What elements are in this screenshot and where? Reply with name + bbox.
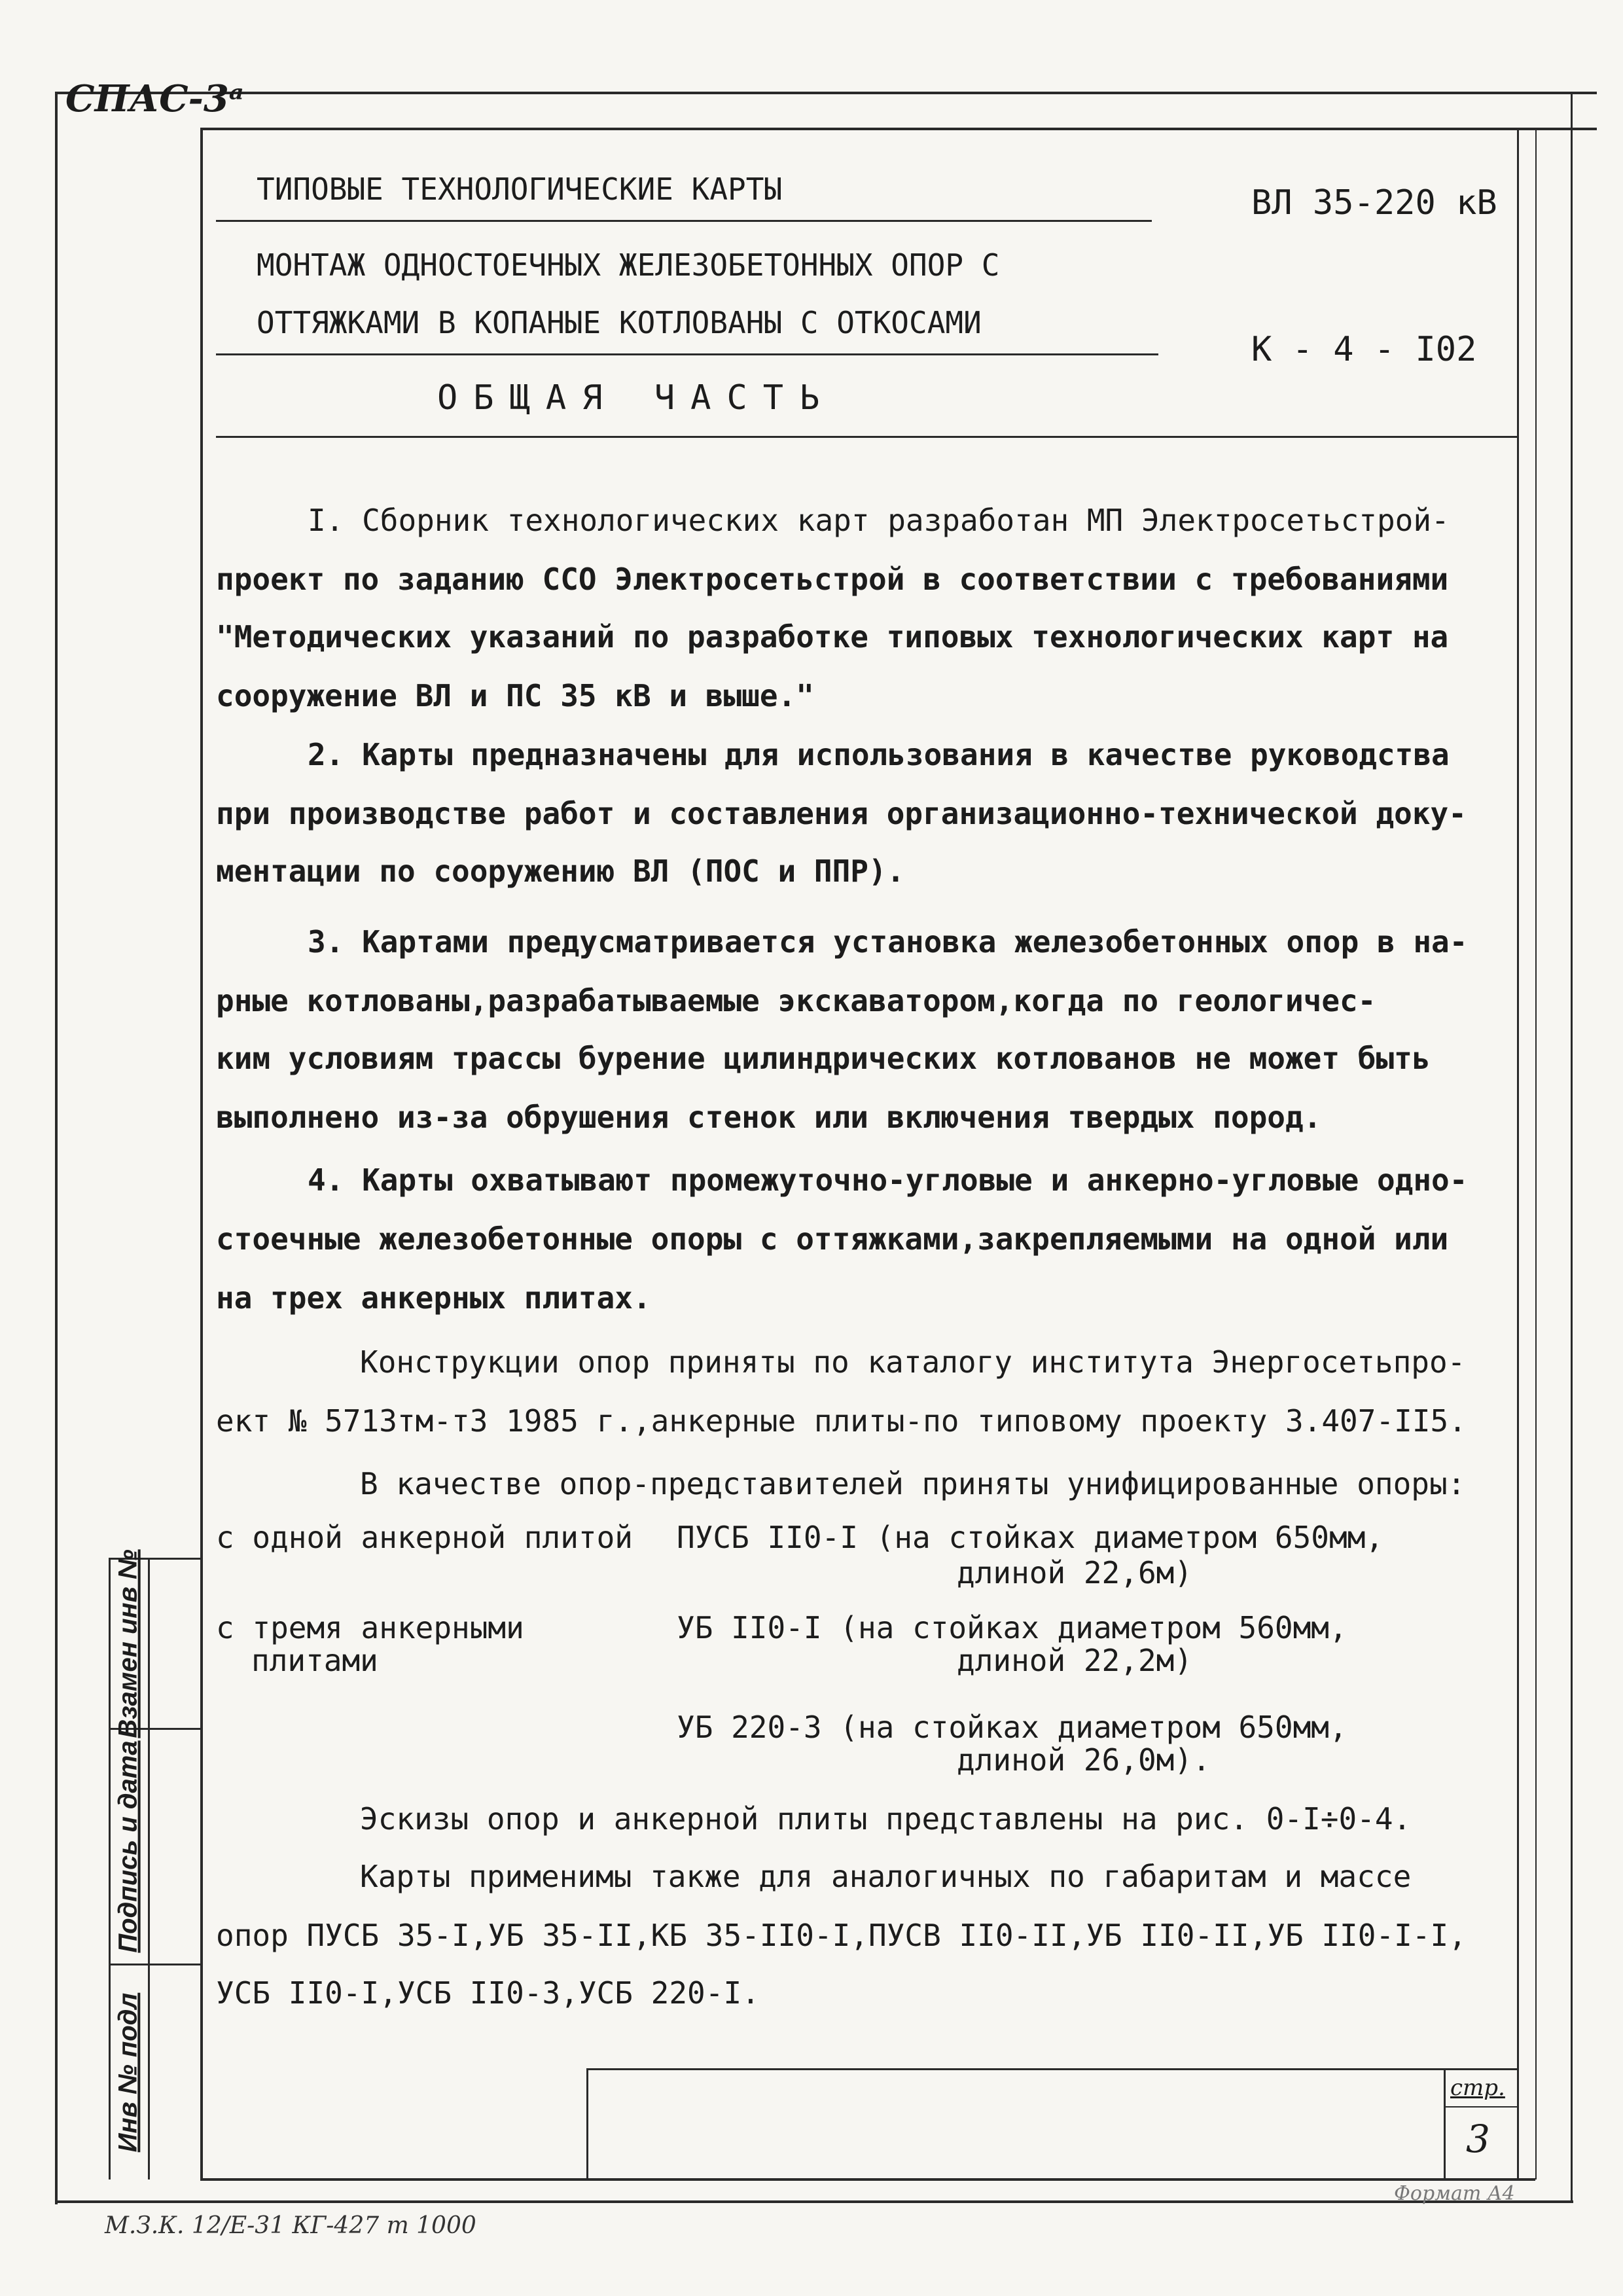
p8-line-3: УСБ II0-I,УСБ II0-3,УСБ 220-I. — [216, 1975, 760, 2011]
stamp-replaced-inv — [109, 1549, 148, 1738]
inner-frame-right-outer — [1535, 128, 1537, 2179]
support-group2-label-a: с тремя анкерными — [216, 1610, 524, 1645]
p4-line-3: на трех анкерных плитах. — [216, 1280, 651, 1316]
title-block-left — [586, 2068, 588, 2179]
page-box-left — [1444, 2068, 1446, 2179]
support-ub110-line-b: длиной 22,2м) — [957, 1643, 1193, 1678]
p3-line-3: ким условиям трассы бурение цилиндрических котлованов не может быть — [216, 1041, 1431, 1076]
corner-code: СПАС-3ᵃ — [65, 77, 244, 120]
title-block-top — [586, 2068, 1517, 2070]
inner-frame-left — [200, 128, 203, 2179]
series-title: ТИПОВЫЕ ТЕХНОЛОГИЧЕСКИЕ КАРТЫ — [257, 171, 783, 207]
footer-format: Формат А4 — [1394, 2182, 1515, 2205]
subject-line-1: МОНТАЖ ОДНОСТОЕЧНЫХ ЖЕЛЕЗОБЕТОННЫХ ОПОР С — [257, 247, 1000, 283]
p2-line-2: при производстве работ и составления организационно-технической доку- — [216, 796, 1467, 831]
outer-frame-right — [1571, 92, 1573, 2203]
p3-line-1: 3. Картами предусматривается установка железобетонных опор в на- — [308, 924, 1468, 960]
header-rule-1 — [216, 220, 1152, 222]
support-pusb-line-b: длиной 22,6м) — [957, 1555, 1193, 1590]
p1-line-4: сооружение ВЛ и ПС 35 кВ и выше." — [216, 678, 814, 713]
p3-line-2: рные котлованы,разрабатываемые экскаватором,когда по геологичес- — [216, 983, 1376, 1018]
page-number: 3 — [1466, 2117, 1490, 2161]
stamp-sep-2 — [109, 1964, 200, 1965]
support-group2-label-b: плитами — [251, 1643, 378, 1678]
inner-frame-top — [200, 128, 1597, 130]
outer-frame-top — [55, 92, 1597, 94]
stamp-inv-no-text: Инв № подл — [113, 1992, 143, 2152]
p3-line-4: выполнено из-за обрушения стенок или включения твердых пород. — [216, 1100, 1322, 1135]
subject-line-2: ОТТЯЖКАМИ В КОПАНЫЕ КОТЛОВАНЫ С ОТКОСАМИ — [257, 305, 982, 340]
stamp-signature-date-text: Подпись и дата — [113, 1740, 143, 1953]
p8-line-1: Карты применимы также для аналогичных по габаритам и массе — [360, 1859, 1412, 1894]
card-code: К - 4 - I02 — [1251, 330, 1477, 369]
footer-print-code: М.З.К. 12/Е-31 КГ-427 т 1000 — [105, 2212, 476, 2239]
p5-line-1: Конструкции опор приняты по каталогу института Энергосетьпро- — [360, 1344, 1466, 1380]
voltage-code: ВЛ 35-220 кВ — [1251, 183, 1497, 223]
outer-frame-bottom — [55, 2200, 1573, 2203]
inner-frame-right — [1517, 128, 1519, 2179]
header-rule-2 — [216, 353, 1158, 355]
p2-line-3: ментации по сооружению ВЛ (ПОС и ППР). — [216, 853, 905, 889]
support-group1-label: с одной анкерной плитой — [216, 1520, 633, 1555]
page-box-divider — [1444, 2106, 1517, 2108]
p4-line-2: стоечные железобетонные опоры с оттяжками,закрепляемыми на одной или — [216, 1221, 1449, 1257]
support-pusb-line-a: ПУСБ II0-I (на стойках диаметром 650мм, — [677, 1520, 1384, 1555]
header-rule-3 — [216, 436, 1517, 438]
p5-line-2: ект № 5713тм-т3 1985 г.,анкерные плиты-по типовому проекту 3.407-II5. — [216, 1403, 1467, 1439]
p1-line-3: "Методических указаний по разработке типовых технологических карт на — [216, 619, 1449, 655]
section-title: ОБЩАЯ ЧАСТЬ — [437, 378, 836, 418]
p1-line-2: проект по заданию ССО Электросетьстрой в соответствии с требованиями — [216, 562, 1449, 597]
stamp-col-right-border — [148, 1558, 150, 2179]
p8-line-2: опор ПУСБ 35-I,УБ 35-II,КБ 35-II0-I,ПУСВ II0-II,УБ II0-II,УБ II0-I-I, — [216, 1918, 1467, 1953]
support-ub220-line-b: длиной 26,0м). — [957, 1742, 1211, 1778]
p7-line: Эскизы опор и анкерной плиты представлены на рис. 0-I÷0-4. — [360, 1801, 1412, 1837]
stamp-signature-date — [109, 1731, 148, 1962]
stamp-replaced-inv-text: Взамен инв № — [113, 1549, 143, 1738]
p6-line: В качестве опор-представителей приняты унифицированные опоры: — [360, 1466, 1466, 1501]
p2-line-1: 2. Карты предназначены для использования в качестве руководства — [308, 737, 1450, 772]
page-label: стр. — [1450, 2075, 1505, 2101]
inner-frame-bottom — [200, 2178, 1535, 2181]
stamp-inv-no — [109, 1966, 148, 2178]
support-ub220-line-a: УБ 220-3 (на стойках диаметром 650мм, — [677, 1710, 1347, 1745]
outer-frame-left — [55, 92, 58, 2204]
p4-line-1: 4. Карты охватывают промежуточно-угловые и анкерно-угловые одно- — [308, 1162, 1468, 1198]
support-ub110-line-a: УБ II0-I (на стойках диаметром 560мм, — [677, 1610, 1347, 1645]
p1-line-1: I. Сборник технологических карт разработан МП Электросетьстрой- — [308, 503, 1450, 538]
